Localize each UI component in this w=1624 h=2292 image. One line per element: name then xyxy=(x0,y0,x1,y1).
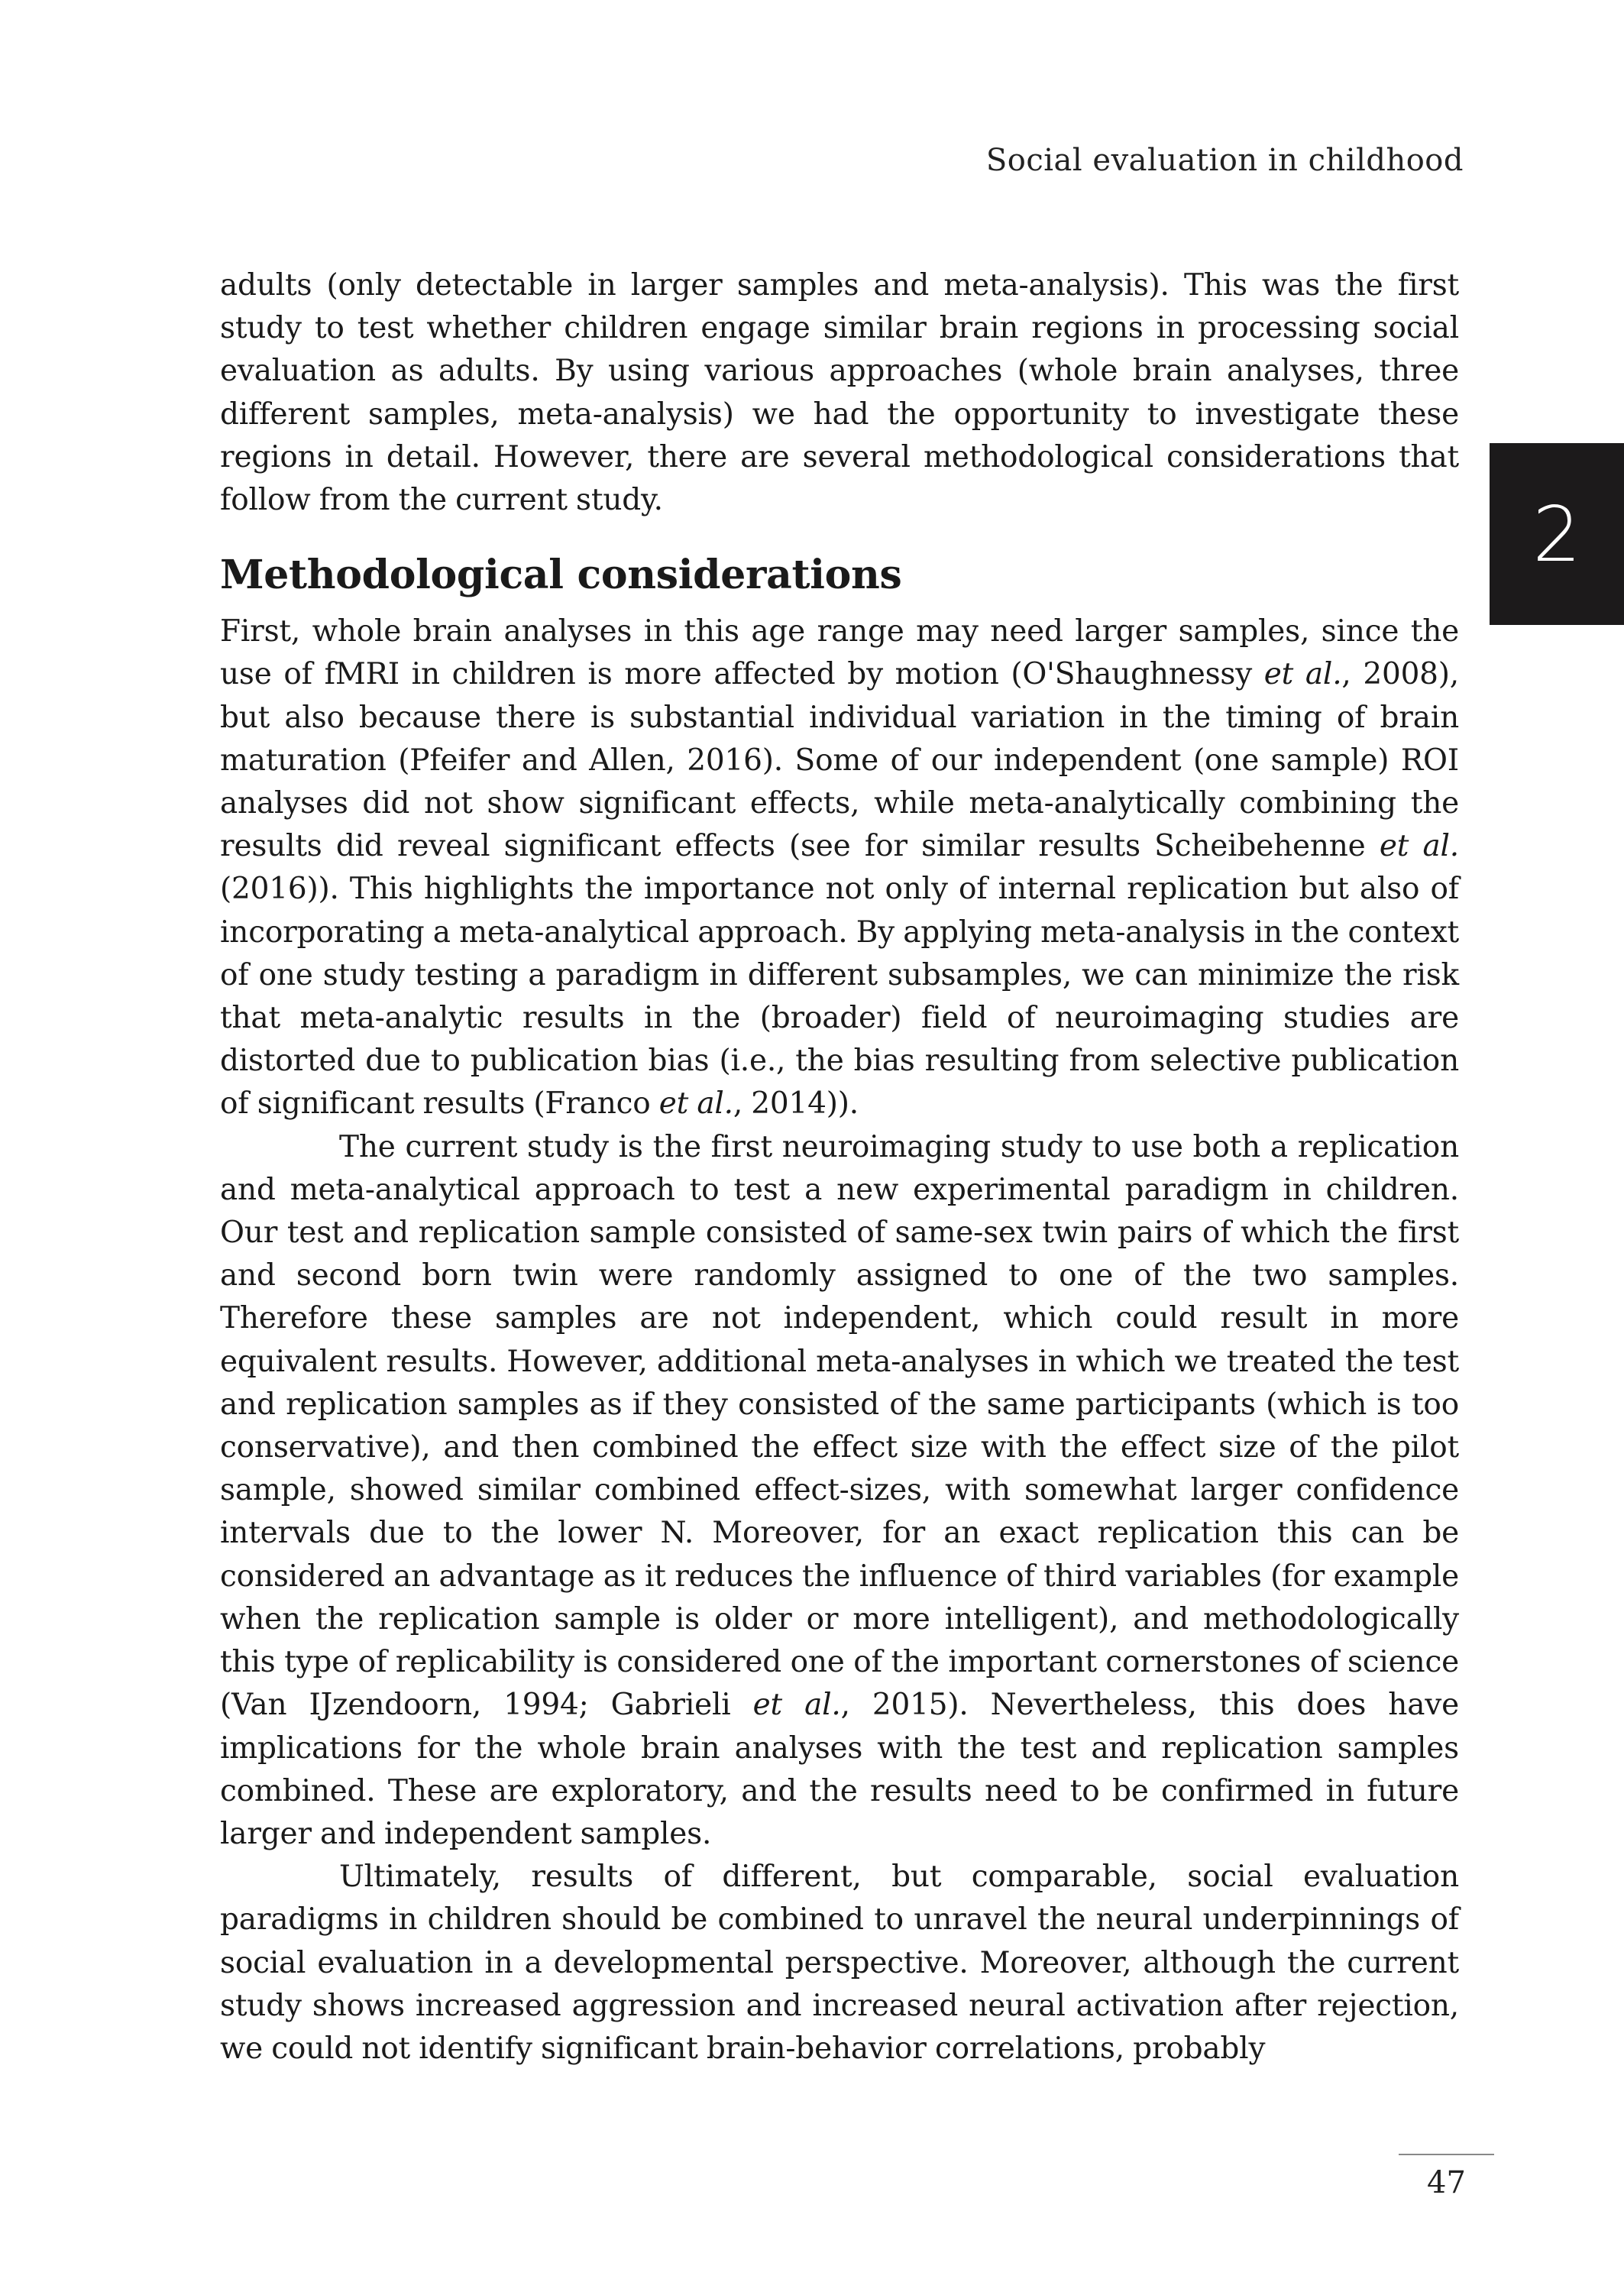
paragraph-1-text: First, whole brain analyses in this age range may need larger samples, since the use of fMRI in children is more affected by motion (O'Shaughnessy xyxy=(220,614,1459,692)
citation-etal: et al. xyxy=(752,1688,841,1723)
citation-etal: et al. xyxy=(1263,657,1342,692)
citation-etal: et al. xyxy=(658,1086,733,1122)
chapter-number: 2 xyxy=(1532,489,1581,579)
running-header: Social evaluation in childhood xyxy=(985,143,1464,178)
paragraph-2 xyxy=(220,1126,1459,1856)
footer-rule xyxy=(1399,2154,1494,2155)
paragraph-1-text: , 2008), but also because there is substantial individual variation in the timing of brain maturation (Pfeifer and Allen, 2016). Some of our independent (one sample) ROI analyses did not show significant effects, while meta-analytically combining the results did reveal significant effects (see for similar results Scheibehenne xyxy=(220,657,1460,864)
page-number: 47 xyxy=(1427,2165,1466,2200)
paragraph-3: Ultimately, results of different, but comparable, social evaluation paradigms in children should be combined to unravel the neural underpinnings of social evaluation in a developmental perspective. Moreover, although the current study shows increased aggression and increased neural activation after rejection, we could not identify significant brain-behavior correlations, probably xyxy=(220,1860,1459,2066)
paragraph-1-text: , 2014)). xyxy=(733,1086,859,1122)
chapter-tab xyxy=(1490,443,1624,625)
section-heading: Methodological considerations xyxy=(220,552,902,599)
paragraph-2-text: , 2015). Nevertheless, this does have implications for the whole brain analyses with the test and replication samples combined. These are exploratory, and the results need to be confirmed in future larger and independent samples. xyxy=(220,1688,1459,1851)
paragraph-1 xyxy=(220,610,1459,1125)
intro-paragraph: adults (only detectable in larger samples and meta-analysis). This was the first study to test whether children engage similar brain regions in processing social evaluation as adults. By using various approaches (whole brain analyses, three different samples, meta-analysis) we had the opportunity to investigate these regions in detail. However, there are several methodological considerations that follow from the current study. xyxy=(220,268,1459,518)
paragraph-2-text: The current study is the first neuroimaging study to use both a replication and meta-analytical approach to test a new experimental paradigm in children. Our test and replication sample consisted of same-sex twin pairs of which the first and second born twin were randomly assigned to one of the two samples. Therefore these samples are not independent, which could result in more equivalent results. However, additional meta-analyses in which we treated the test and replication samples as if they consisted of the same participants (which is too conservative), and then combined the effect size with the effect size of the pilot sample, showed similar combined effect-sizes, with somewhat larger confidence intervals due to the lower N. Moreover, for an exact replication this can be considered an advantage as it reduces the influence of third variables (for example when the replication sample is older or more intelligent), and methodologically this type of replicability is considered one of the important cornerstones of science (Van IJzendoorn, 1994; Gabrieli xyxy=(220,1129,1459,1723)
paragraph-1-text: (2016)). This highlights the importance not only of internal replication but also of incorporating a meta-analytical approach. By applying meta-analysis in the context of one study testing a paradigm in different subsamples, we can minimize the risk that meta-analytic results in the (broader) field of neuroimaging studies are distorted due to publication bias (i.e., the bias resulting from selective publication of significant results (Franco xyxy=(220,872,1459,1122)
citation-etal: et al. xyxy=(1379,829,1459,864)
body-text xyxy=(220,264,1459,2070)
